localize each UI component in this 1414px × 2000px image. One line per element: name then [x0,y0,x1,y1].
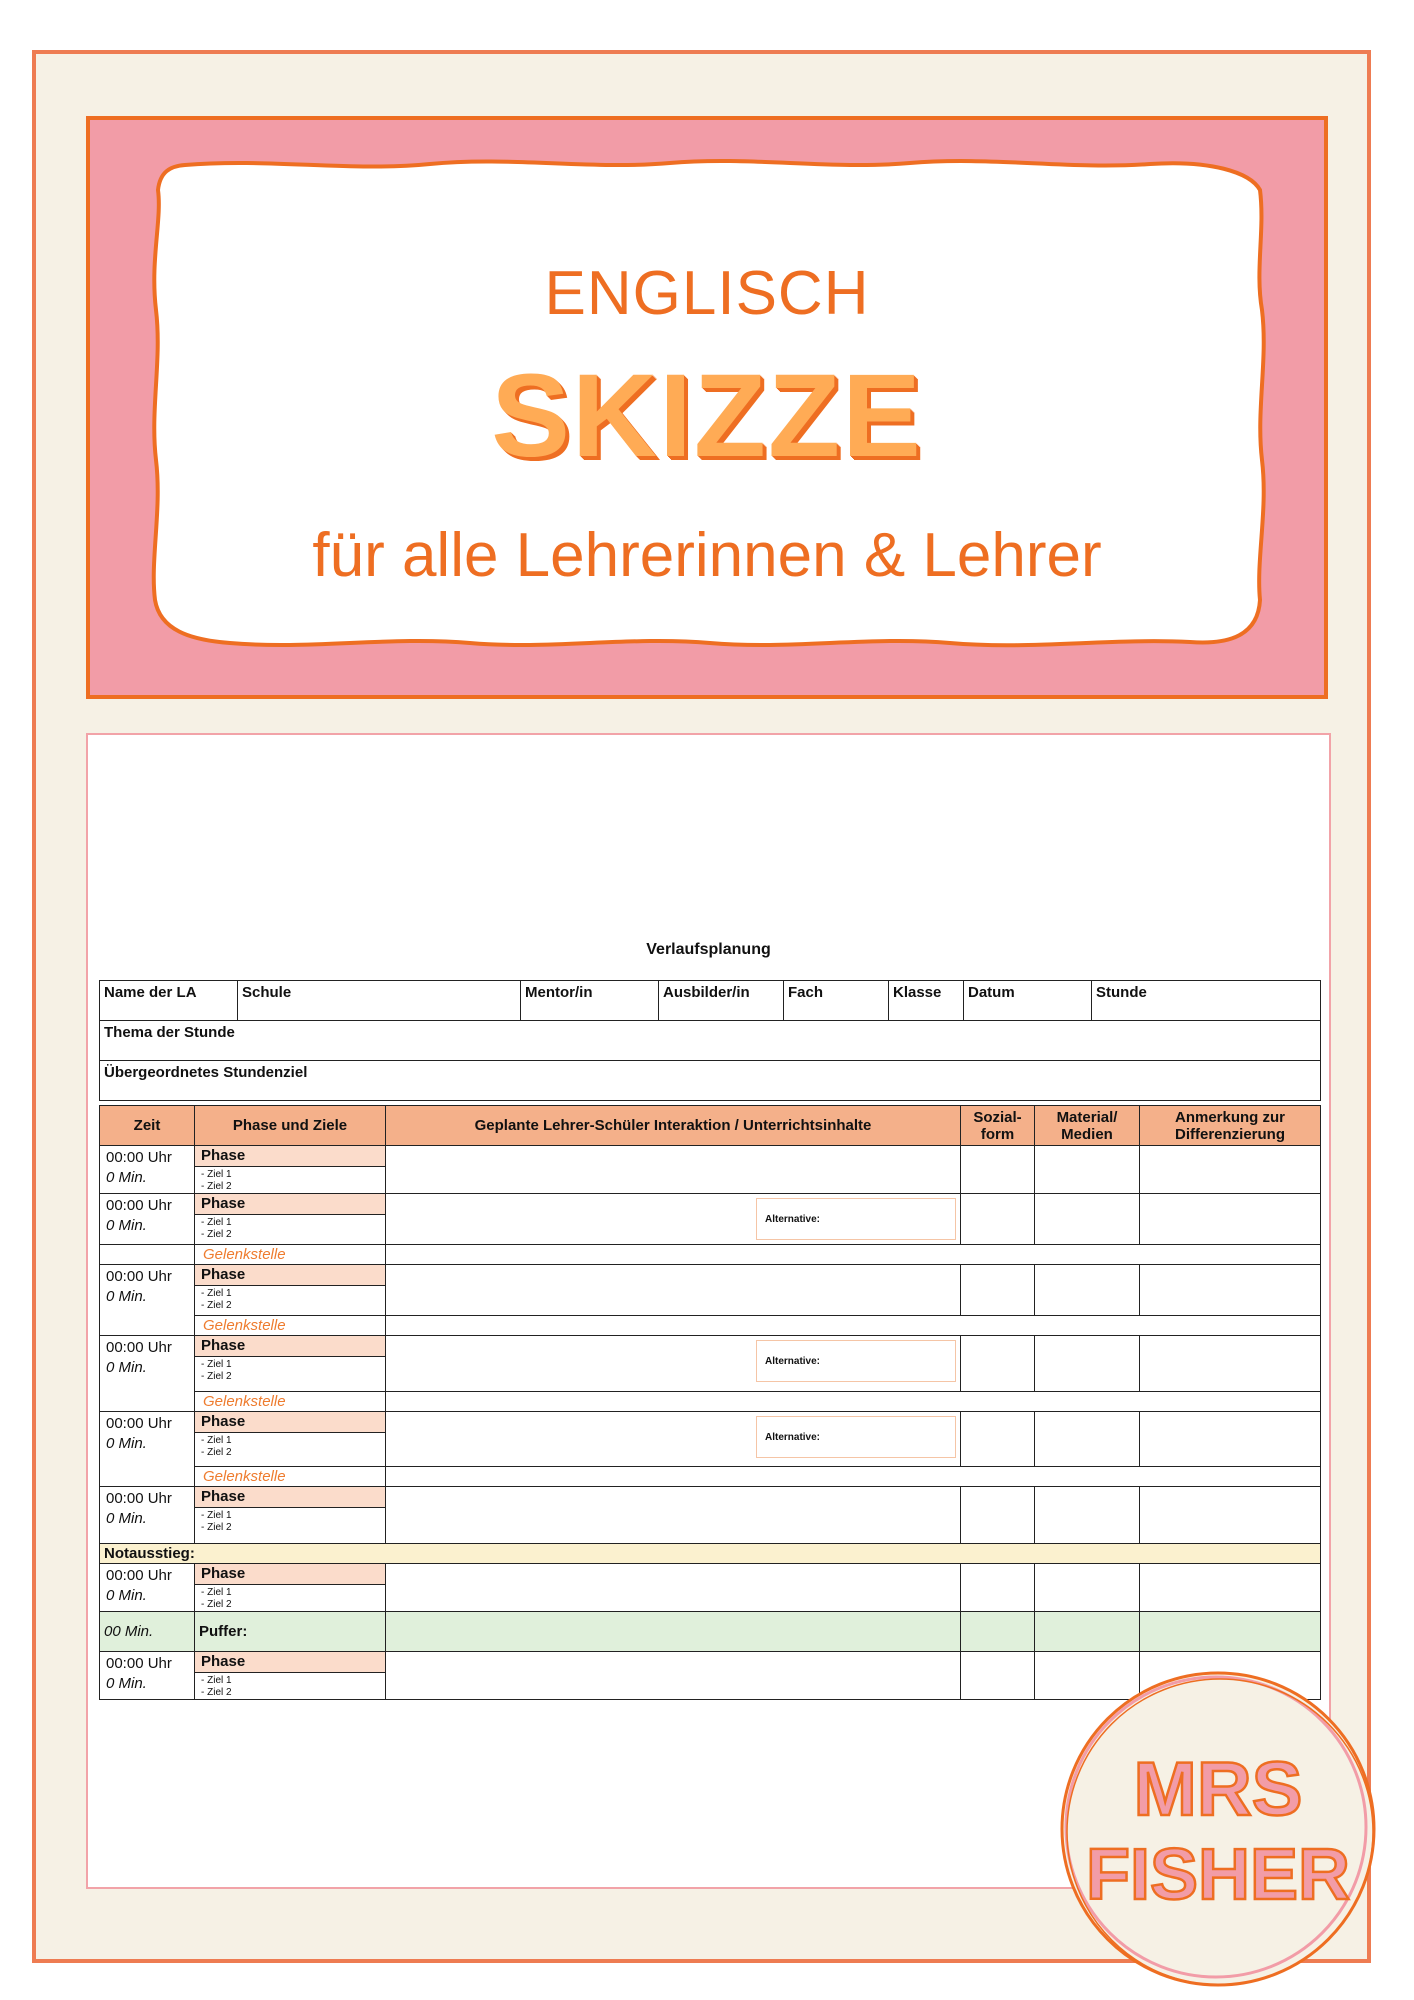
col-interaktion: Geplante Lehrer-Schüler Interaktion / Unterrichtsinhalte [386,1106,961,1146]
table-row: 00:00 Uhr 0 Min. Phase - Ziel 1 - Ziel 2 Alternative: [100,1194,1321,1245]
header-banner [86,116,1328,699]
notausstieg-row: Notausstieg: [100,1544,1321,1564]
field-stunde[interactable]: Stunde [1092,981,1321,1021]
gelenkstelle-row: Gelenkstelle [100,1467,1321,1487]
logo-line-2: FISHER [1085,1835,1351,1915]
mrs-fisher-logo [1056,1667,1380,1991]
document-title: Verlaufsplanung [646,941,771,958]
col-anmerkung: Anmerkung zur Differenzierung [1140,1106,1321,1146]
table-row: 00:00 Uhr 0 Min. Phase - Ziel 1 - Ziel 2 [100,1265,1321,1316]
field-datum[interactable]: Datum [964,981,1092,1021]
puffer-row: 00 Min. Puffer: [100,1612,1321,1652]
table-row: 00:00 Uhr 0 Min. Phase - Ziel 1 - Ziel 2 [100,1146,1321,1194]
subject-title: ENGLISCH [544,259,870,328]
field-schule[interactable]: Schule [238,981,521,1021]
field-name-der-la[interactable]: Name der LA [100,981,238,1021]
gelenkstelle-row: Gelenkstelle [100,1245,1321,1265]
gelenkstelle-row: Gelenkstelle [100,1392,1321,1412]
subtitle: für alle Lehrerinnen & Lehrer [312,521,1102,590]
lesson-plan-table [99,1105,1321,1700]
field-klasse[interactable]: Klasse [889,981,964,1021]
field-mentor[interactable]: Mentor/in [521,981,659,1021]
alternative-box[interactable]: Alternative: [756,1416,956,1458]
alternative-box[interactable]: Alternative: [756,1198,956,1240]
field-thema[interactable]: Thema der Stunde [100,1021,1321,1061]
col-material: Material/ Medien [1035,1106,1140,1146]
col-zeit: Zeit [100,1106,195,1146]
logo-line-1: MRS [1133,1747,1303,1832]
info-table [99,980,1321,1101]
field-fach[interactable]: Fach [784,981,889,1021]
field-stundenziel[interactable]: Übergeordnetes Stundenziel [100,1061,1321,1101]
field-ausbilder[interactable]: Ausbilder/in [659,981,784,1021]
table-row: 00:00 Uhr 0 Min. Phase - Ziel 1 - Ziel 2 Alternative: [100,1336,1321,1392]
gelenkstelle-row: Gelenkstelle [100,1316,1321,1336]
table-row: 00:00 Uhr 0 Min. Phase - Ziel 1 - Ziel 2 Alternative: [100,1412,1321,1467]
alternative-box[interactable]: Alternative: [756,1340,956,1382]
main-title: SKIZZE [491,350,923,482]
col-sozialform: Sozial- form [961,1106,1035,1146]
table-row: 00:00 Uhr 0 Min. Phase - Ziel 1 - Ziel 2 [100,1652,1321,1700]
col-phase: Phase und Ziele [195,1106,386,1146]
table-row: 00:00 Uhr 0 Min. Phase - Ziel 1 - Ziel 2 [100,1487,1321,1544]
table-row: 00:00 Uhr 0 Min. Phase - Ziel 1 - Ziel 2 [100,1564,1321,1612]
